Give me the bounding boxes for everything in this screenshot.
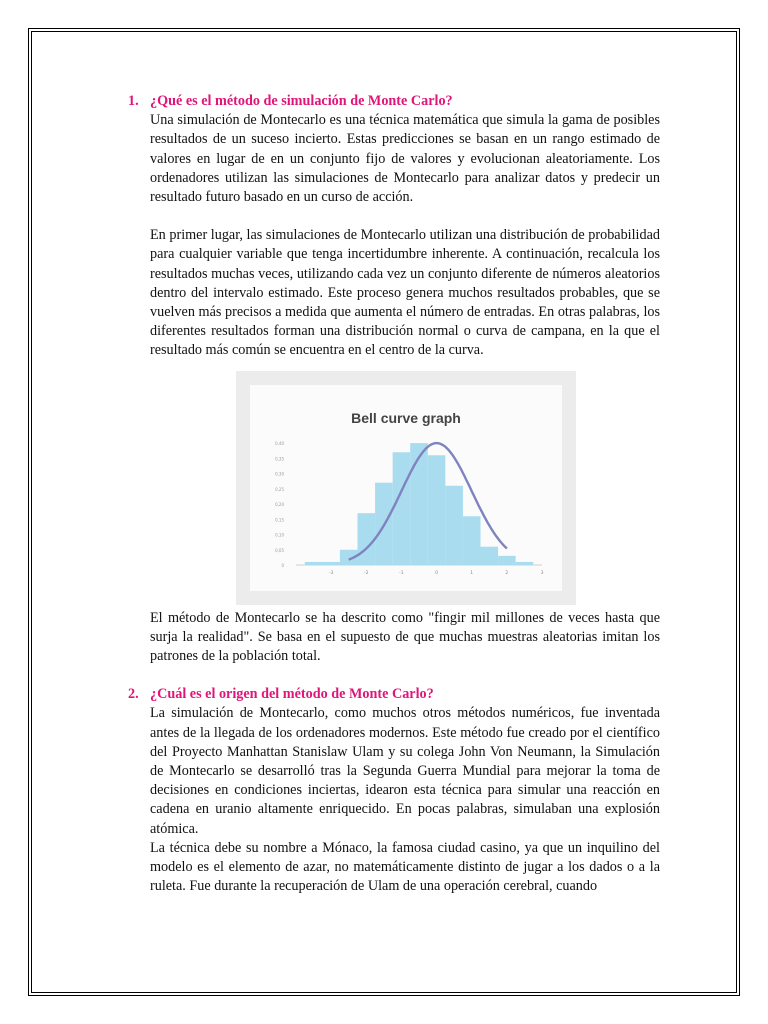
histogram-bar [410, 443, 428, 565]
histogram-bar [516, 562, 534, 565]
y-tick-label: 0,20 [275, 501, 284, 507]
histogram-bar [428, 455, 446, 565]
histogram-bar [498, 555, 516, 564]
x-tick-label: 3 [540, 570, 544, 576]
section-2-number: 2. [128, 686, 139, 703]
histogram-bar [305, 562, 323, 565]
section-1-heading [128, 92, 660, 111]
section-1-title: ¿Qué es el método de simulación de Monte Carlo? [150, 93, 453, 109]
y-tick-label: 0,25 [275, 486, 284, 492]
document-body [128, 92, 660, 896]
histogram-bar [463, 516, 481, 565]
histogram-bar [393, 452, 411, 565]
bell-curve-figure [236, 371, 576, 605]
histogram-bar [322, 562, 340, 565]
section-2-title: ¿Cuál es el origen del método de Monte Carlo? [150, 686, 434, 703]
x-tick-label: -2 [364, 570, 369, 576]
y-tick-label: 0,40 [275, 440, 284, 446]
y-tick-label: 0 [281, 562, 284, 568]
y-tick-label: 0,05 [275, 547, 284, 553]
chart-panel [250, 385, 562, 591]
x-tick-label: 2 [505, 570, 509, 576]
histogram-bar [481, 546, 499, 564]
section-1-paragraph-1: Una simulación de Montecarlo es una técnica matemática que simula la gama de posibles resultados de un suceso incierto. Estas predicciones se basan en un rango estimado de valores en lugar de en un conjunto fijo de valores y evolucionan aleatoriamente. Los ordenadores utilizan las simulaciones de Montecarlo para analizar datos y predecir un resultado futuro basado en un curso de acción. [150, 112, 660, 206]
x-tick-label: -3 [328, 570, 334, 576]
x-tick-label: 1 [470, 570, 474, 576]
histogram-bar [358, 513, 376, 565]
section-2-heading [128, 685, 660, 704]
y-tick-label: 0,35 [275, 455, 284, 461]
section-2-paragraph-2: La técnica debe su nombre a Mónaco, la famosa ciudad casino, ya que un inquilino del modelo es el elemento de azar, no matemáticamente distinto de jugar a los dados o a la ruleta. Fue durante la recuperación de Ulam de una operación cerebral, cuando [150, 839, 660, 895]
section-1-number: 1. [128, 93, 139, 109]
y-tick-label: 0,10 [275, 532, 284, 538]
section-1-paragraph-2: En primer lugar, las simulaciones de Montecarlo utilizan una distribución de probabilidad para cualquier variable que tenga incertidumbre inherente. A continuación, recalcula los resultados muchas veces, utilizando cada vez un conjunto diferente de números aleatorios dentro del intervalo estimado. Este proceso genera muchos resultados probables, que se vuelven más precisos a medida que aumenta el número de entradas. En otras palabras, los diferentes resultados forman una distribución normal o curva de campana, en la que el resultado más común se encuentra en el centro de la curva. [150, 227, 660, 359]
chart-title: Bell curve graph [351, 409, 461, 426]
y-tick-label: 0,15 [275, 516, 284, 522]
y-tick-label: 0,30 [275, 471, 284, 477]
section-1-paragraph-3: El método de Montecarlo se ha descrito como "fingir mil millones de veces hasta que surja la realidad". Se basa en el supuesto de que muchas muestras aleatorias imitan los patrones de la población total. [150, 609, 660, 665]
bell-curve-chart [250, 385, 562, 591]
histogram-bar [445, 485, 463, 564]
section-2-paragraph-1: La simulación de Montecarlo, como muchos otros métodos numéricos, fue inventada antes de la llegada de los ordenadores modernos. Este método fue creado por el científico del Proyecto Manhattan Stanislaw Ulam y su colega John Von Neumann, la Simulación de Montecarlo se desarrolló tras la Segunda Guerra Mundial para mejorar la toma de decisiones en condiciones inciertas, idearon esta técnica para simular una reacción en cadena en uranio altamente enriquecido. En pocas palabras, simulaban una explosión atómica. [150, 705, 660, 837]
x-tick-label: 0 [435, 570, 439, 576]
x-tick-label: -1 [399, 570, 404, 576]
